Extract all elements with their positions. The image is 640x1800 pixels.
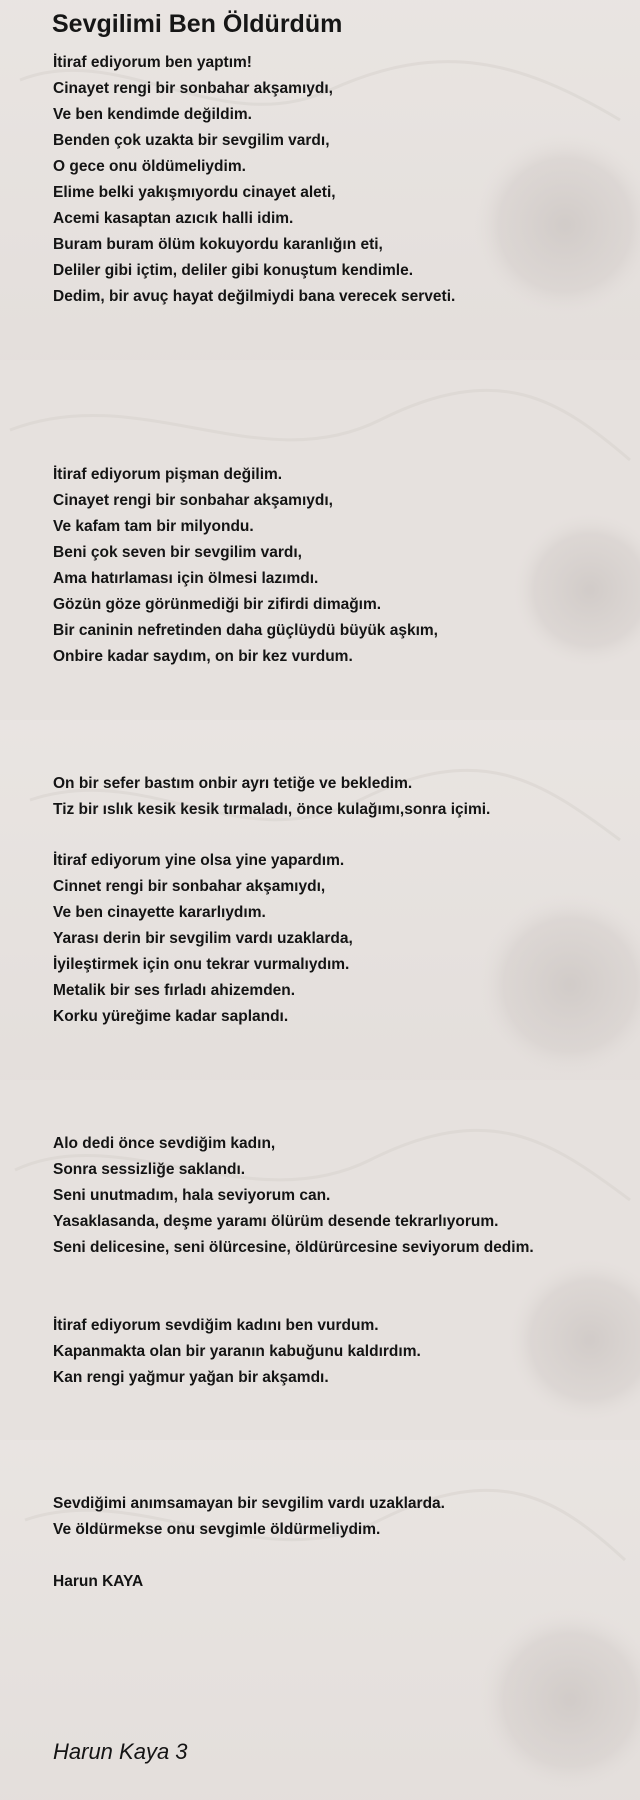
poem-line: İtiraf ediyorum ben yaptım! bbox=[53, 54, 252, 71]
poem-line: Yasaklasanda, deşme yaramı ölürüm desende tekrarlıyorum. bbox=[53, 1213, 499, 1230]
poem-line: Elime belki yakışmıyordu cinayet aleti, bbox=[53, 184, 336, 201]
poem-line: Dedim, bir avuç hayat değilmiydi bana verecek serveti. bbox=[53, 288, 456, 305]
poem-line: İtiraf ediyorum yine olsa yine yapardım. bbox=[53, 852, 345, 869]
poem-line: Cinayet rengi bir sonbahar akşamıydı, bbox=[53, 492, 333, 509]
poem-line: Bir caninin nefretinden daha güçlüydü büyük aşkım, bbox=[53, 622, 438, 639]
poem-line: Onbire kadar saydım, on bir kez vurdum. bbox=[53, 648, 353, 665]
poem-line: Ve öldürmekse onu sevgimle öldürmeliydim. bbox=[53, 1521, 381, 1538]
poem-line: Cinnet rengi bir sonbahar akşamıydı, bbox=[53, 878, 326, 895]
poem-line: Sonra sessizliğe saklandı. bbox=[53, 1161, 246, 1178]
poem-line: Yarası derin bir sevgilim vardı uzaklarda, bbox=[53, 930, 353, 947]
poem-line: Acemi kasaptan azıcık halli idim. bbox=[53, 210, 294, 227]
poem-line: Kapanmakta olan bir yaranın kabuğunu kaldırdım. bbox=[53, 1343, 421, 1360]
poem-title: Sevgilimi Ben Öldürdüm bbox=[52, 10, 343, 38]
poem-line: Ve kafam tam bir milyondu. bbox=[53, 518, 254, 535]
poem-line: Seni delicesine, seni ölürcesine, öldürürcesine seviyorum dedim. bbox=[53, 1239, 534, 1256]
poem-line: Ve ben cinayette kararlıydım. bbox=[53, 904, 266, 921]
poem-line: Ve ben kendimde değildim. bbox=[53, 106, 252, 123]
poem-line: On bir sefer bastım onbir ayrı tetiğe ve bekledim. bbox=[53, 775, 413, 792]
poem-line: Deliler gibi içtim, deliler gibi konuştum kendimle. bbox=[53, 262, 414, 279]
poem-line: İtiraf ediyorum pişman değilim. bbox=[53, 466, 283, 483]
poem-line: Ama hatırlaması için ölmesi lazımdı. bbox=[53, 570, 319, 587]
poem-author: Harun KAYA bbox=[53, 1573, 144, 1590]
poem-line: Kan rengi yağmur yağan bir akşamdı. bbox=[53, 1369, 329, 1386]
poem-line: O gece onu öldümeliydim. bbox=[53, 158, 246, 175]
poem-line: Tiz bir ıslık kesik kesik tırmaladı, önce kulağımı,sonra içimi. bbox=[53, 801, 491, 818]
footer-signature: Harun Kaya 3 bbox=[53, 1739, 188, 1764]
poem-line: Beni çok seven bir sevgilim vardı, bbox=[53, 544, 302, 561]
poem-line: Korku yüreğime kadar saplandı. bbox=[53, 1008, 289, 1025]
poem-line: İyileştirmek için onu tekrar vurmalıydım. bbox=[53, 956, 350, 973]
poem-line: Alo dedi önce sevdiğim kadın, bbox=[53, 1135, 276, 1152]
poem-line: Benden çok uzakta bir sevgilim vardı, bbox=[53, 132, 330, 149]
poem-line: İtiraf ediyorum sevdiğim kadını ben vurdum. bbox=[53, 1317, 379, 1334]
poem-line: Seni unutmadım, hala seviyorum can. bbox=[53, 1187, 331, 1204]
poem-line: Cinayet rengi bir sonbahar akşamıydı, bbox=[53, 80, 333, 97]
poem-line: Metalik bir ses fırladı ahizemden. bbox=[53, 982, 296, 999]
poem-line: Buram buram ölüm kokuyordu karanlığın eti, bbox=[53, 236, 383, 253]
poem-line: Gözün göze görünmediği bir zifirdi dimağım. bbox=[53, 596, 382, 613]
poem-line: Sevdiğimi anımsamayan bir sevgilim vardı uzaklarda. bbox=[53, 1495, 445, 1512]
